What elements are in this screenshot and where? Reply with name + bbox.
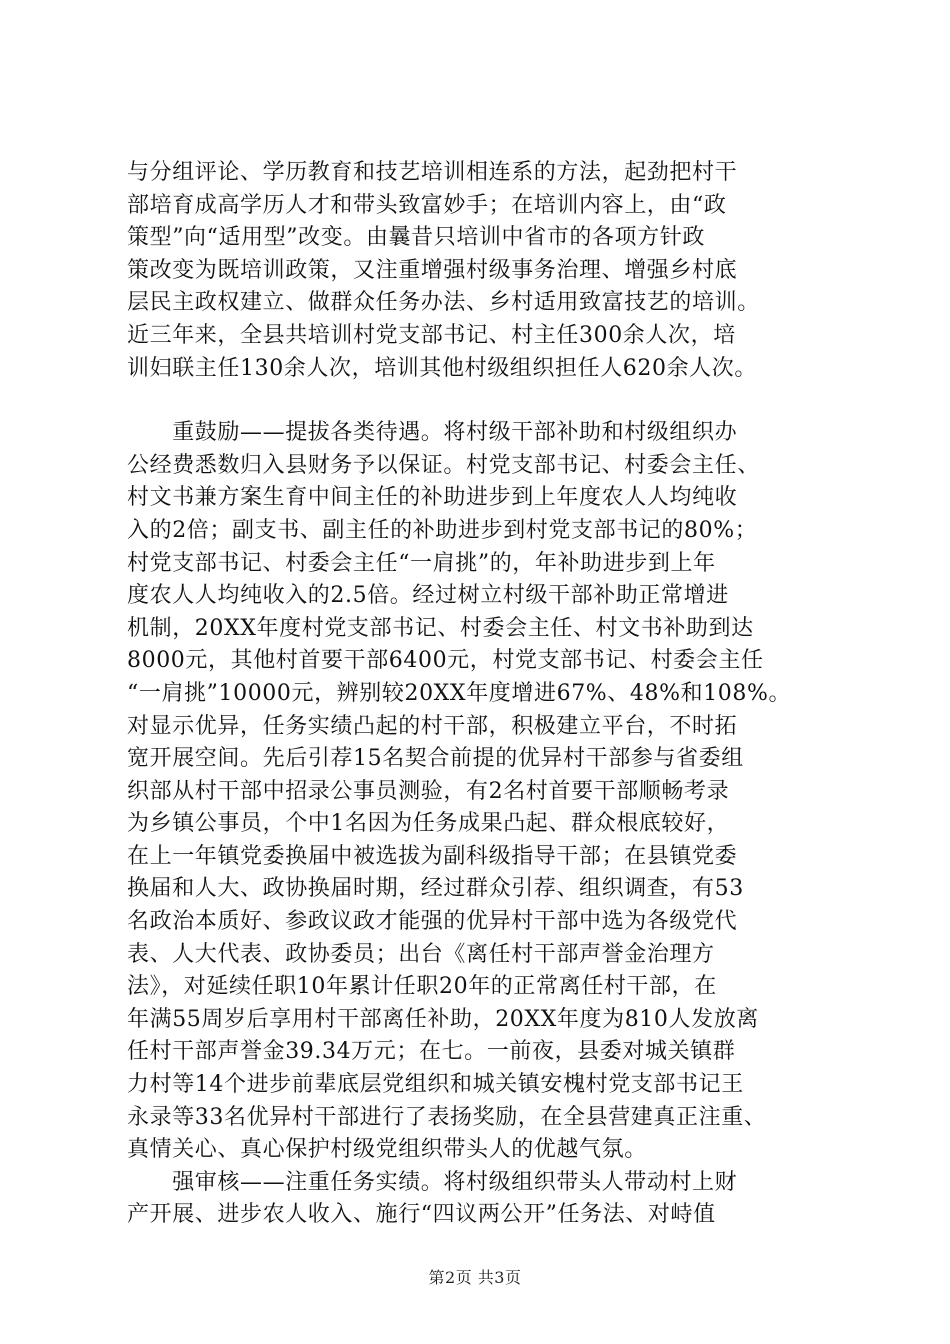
text-line: 表、人大代表、政协委员；出台《离任村干部声誉金治理方: [127, 941, 715, 967]
text-line: 年满55周岁后享用村干部离任补助，20XX年度为810人发放离: [127, 1006, 759, 1032]
text-line: 永录等33名优异村干部进行了表扬奖励，在全县营建真正注重、: [127, 1104, 767, 1130]
paragraph-assessment: [127, 1167, 827, 1232]
text-line: 产开展、进步农人收入、施行“四议两公开”任务法、对峙值: [127, 1202, 716, 1228]
text-line: 重鼓励——提拔各类待遇。将村级干部补助和村级组织办: [127, 420, 738, 446]
text-line: 村党支部书记、村委会主任“一肩挑”的，年补助进步到上年: [127, 550, 716, 576]
text-line: 任村干部声誉金39.34万元；在七。一前夜，县委对城关镇群: [127, 1039, 736, 1065]
text-line: 与分组评论、学历教育和技艺培训相连系的方法，起劲把村干: [127, 160, 738, 185]
text-line: 强审核——注重任务实绩。将村级组织带头人带动村上财: [127, 1169, 738, 1195]
text-line: 层民主政权建立、做群众任务办法、乡村适用致富技艺的培训。: [127, 290, 760, 316]
text-line: 入的2倍；副支书、副主任的补助进步到村党支部书记的80%；: [127, 517, 758, 543]
text-line: 织部从村干部中招录公事员测验，有2名村首要干部顺畅考录: [127, 778, 730, 804]
text-line: 宽开展空间。先后引荐15名契合前提的优异村干部参与省委组: [127, 746, 744, 772]
text-line: 公经费悉数归入县财务予以保证。村党支部书记、村委会主任、: [127, 452, 760, 478]
text-line: 力村等14个进步前辈底层党组织和城关镇安槐村党支部书记王: [127, 1072, 744, 1098]
text-line: 村文书兼方案生育中间主任的补助进步到上年度农人人均纯收: [127, 485, 738, 511]
document-body: [127, 157, 827, 1232]
text-line: 为乡镇公事员，个中1名因为任务成果凸起、群众根底较好，: [127, 811, 730, 837]
text-line: 8000元，其他村首要干部6400元，村党支部书记、村委会主任: [127, 648, 764, 674]
text-line: 名政治本质好、参政议政才能强的优异村干部中选为各级党代: [127, 909, 738, 935]
text-line: 在上一年镇党委换届中被选拔为副科级指导干部；在县镇党委: [127, 843, 738, 869]
text-line: 部培育成高学历人才和带头致富妙手；在培训内容上，由“政: [127, 192, 727, 218]
paragraph-incentives: [127, 417, 827, 1167]
text-line: 对显示优异，任务实绩凸起的村干部，积极建立平台，不时拓: [127, 713, 738, 739]
page-number-footer: 第2页 共3页: [428, 1268, 522, 1287]
text-line: 换届和人大、政协换届时期，经过群众引荐、组织调查，有53: [127, 876, 744, 902]
paragraph-training: [127, 157, 827, 385]
text-line: 度农人人均纯收入的2.5倍。经过树立村级干部补助正常增进: [127, 583, 729, 609]
text-line: 真情关心、真心保护村级党组织带头人的优越气氛。: [127, 1137, 647, 1163]
text-line: 法》，对延续任职10年累计任职20年的正常离任村干部，在: [127, 974, 717, 1000]
text-line: 策改变为既培训政策，又注重增强村级事务治理、增强乡村底: [127, 257, 738, 283]
text-line: 机制，20XX年度村党支部书记、村委会主任、村文书补助到达: [127, 615, 754, 641]
text-line: “一肩挑”10000元，辨别较20XX年度增进67%、48%和108%。: [127, 680, 792, 706]
text-line: 策型”向“适用型”改变。由曩昔只培训中省市的各项方针政: [127, 225, 705, 251]
paragraph-gap: [127, 385, 827, 417]
text-line: 近三年来，全县共培训村党支部书记、村主任300余人次，培: [127, 322, 736, 348]
text-line: 训妇联主任130余人次，培训其他村级组织担任人620余人次。: [127, 355, 757, 381]
